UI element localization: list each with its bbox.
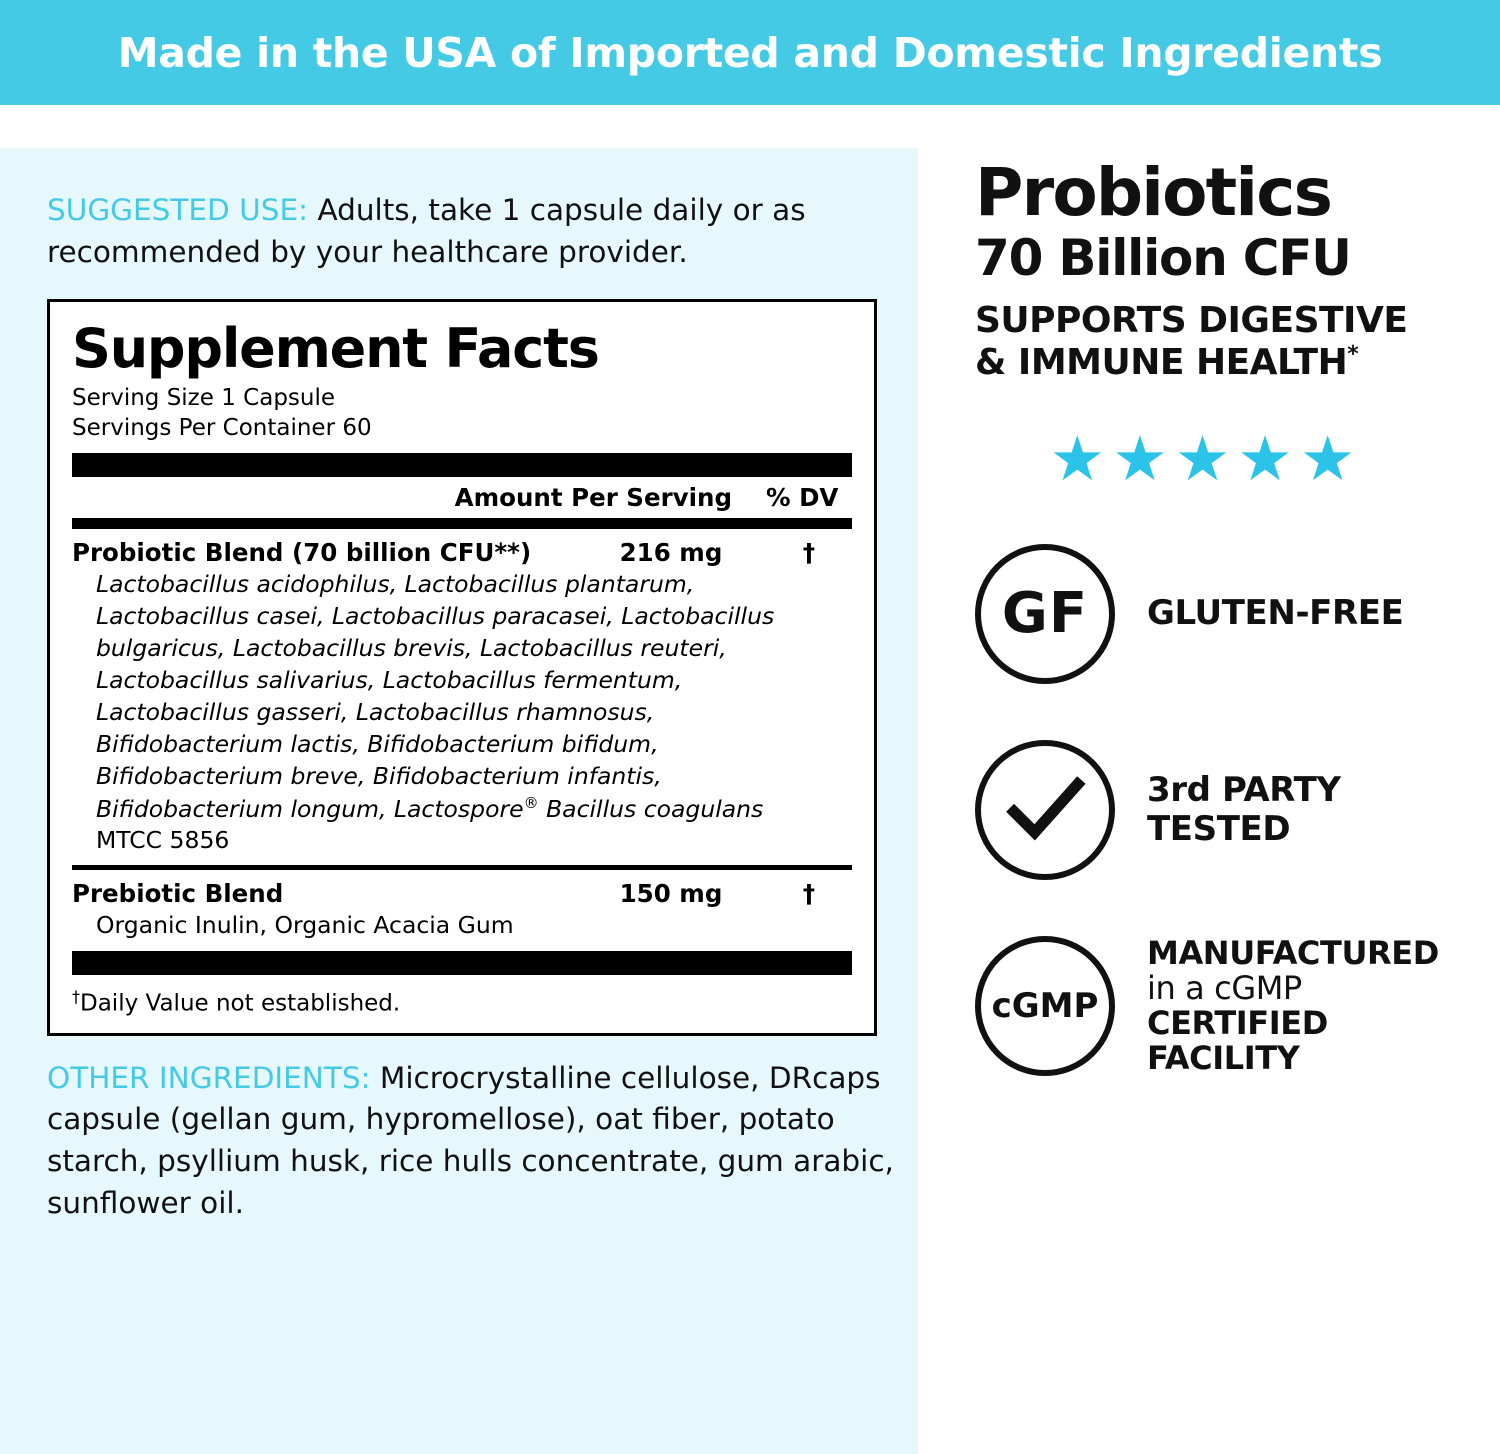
percent-dv-header: % DV <box>766 482 839 512</box>
cgmp-label <box>1147 933 1439 1078</box>
star-icon: ★ <box>1237 421 1293 495</box>
serving-size: Serving Size 1 Capsule <box>72 385 336 412</box>
star-rating <box>975 421 1430 495</box>
third-party-tested-label <box>1147 771 1341 847</box>
cgmp-icon-text: cGMP <box>991 985 1099 1026</box>
cgmp-line-1: MANUFACTURED <box>1147 933 1439 972</box>
right-product-panel <box>975 154 1490 1132</box>
probiotic-blend-dv: † <box>802 537 816 567</box>
suggested-use-text: Adults, take 1 capsule daily or as recommended by your healthcare provider. <box>47 193 806 269</box>
registered-mark: ® <box>523 793 539 812</box>
strain-list-code: MTCC 5856 <box>96 826 230 855</box>
probiotic-blend-amount: 216 mg <box>619 537 723 567</box>
table-row <box>72 529 852 567</box>
servings-per-container: Servings Per Container 60 <box>72 414 372 441</box>
probiotic-strain-list <box>72 567 852 865</box>
product-claim <box>975 300 1490 384</box>
star-icon: ★ <box>1299 421 1356 495</box>
other-ingredients-block <box>47 1058 907 1226</box>
tested-line-2: TESTED <box>1147 808 1291 849</box>
claim-line-2: & IMMUNE HEALTH <box>975 341 1348 383</box>
supplement-facts-panel <box>47 299 877 1036</box>
prebiotic-detail: Organic Inulin, Organic Acacia Gum <box>96 911 514 940</box>
strain-list-italic: Lactobacillus acidophilus, Lactobacillus plantarum, Lactobacillus casei, Lactobacillus paracasei, Lactobacillus bulgaricus, Lactobacillus brevis, Lactobacillus reuteri, Lactobacillus salivarius, Lactobacillus fermentum, Lactobacillus gasseri, Lactobacillus rhamnosus, Bifidobacterium lactis, Bifidobacterium bifidum, Bifidobacterium breve, Bifidobacterium infantis, Bifidobacterium longum, Lactospore <box>96 569 775 823</box>
supplement-facts-title: Supplement Facts <box>72 316 599 380</box>
facts-rule-medium <box>72 518 852 529</box>
prebiotic-blend-name: Prebiotic Blend <box>72 879 284 909</box>
table-row <box>72 870 852 908</box>
checkmark-glyph <box>1002 767 1088 853</box>
check-icon <box>975 740 1115 880</box>
badge-gluten-free <box>975 544 1490 684</box>
prebiotic-blend-dv: † <box>802 879 816 909</box>
daily-value-footnote <box>72 975 852 1017</box>
star-icon: ★ <box>1112 421 1168 495</box>
suggested-use-label: SUGGESTED USE: <box>47 193 309 227</box>
gf-icon-text: GF <box>1001 581 1089 646</box>
star-icon: ★ <box>1049 421 1106 495</box>
badge-cgmp <box>975 933 1490 1078</box>
product-subtitle: 70 Billion CFU <box>975 229 1351 287</box>
other-ingredients-text: Microcrystalline cellulose, DRcaps capsule (gellan gum, hypromellose), oat fiber, potato starch, psyllium husk, rice hulls concentrate, gum arabic, sunflower oil. <box>47 1060 894 1221</box>
page-title: Probiotics <box>975 154 1332 231</box>
asterisk-mark: * <box>1347 341 1359 367</box>
made-in-usa-banner <box>0 0 1500 105</box>
facts-rule-thick <box>72 453 852 477</box>
left-info-panel <box>0 148 918 1454</box>
star-icon: ★ <box>1174 421 1231 495</box>
facts-rule-thick-2 <box>72 951 852 975</box>
amount-per-serving-header: Amount Per Serving <box>454 482 732 512</box>
other-ingredients-label: OTHER INGREDIENTS: <box>47 1060 371 1095</box>
cgmp-icon <box>975 936 1115 1076</box>
badge-third-party-tested <box>975 740 1490 880</box>
suggested-use-block <box>47 190 884 274</box>
prebiotic-blend-amount: 150 mg <box>619 879 723 909</box>
dagger-symbol: † <box>72 986 80 1006</box>
banner-text: Made in the USA of Imported and Domestic Ingredients <box>117 28 1383 77</box>
daily-value-footnote-text: Daily Value not established. <box>80 990 401 1017</box>
cgmp-line-3: CERTIFIED <box>1147 1003 1328 1042</box>
facts-column-headers <box>72 477 852 518</box>
gluten-free-label: GLUTEN-FREE <box>1147 593 1404 634</box>
strain-list-italic-2: Bacillus coagulans <box>538 794 764 823</box>
claim-line-1: SUPPORTS DIGESTIVE <box>975 300 1408 341</box>
cgmp-line-4: FACILITY <box>1147 1039 1300 1078</box>
probiotic-blend-name: Probiotic Blend (70 billion CFU**) <box>72 537 532 567</box>
certification-badges <box>975 544 1490 1077</box>
gf-icon <box>975 544 1115 684</box>
cgmp-line-2: in a cGMP <box>1147 968 1302 1007</box>
tested-line-1: 3rd PARTY <box>1147 770 1341 811</box>
